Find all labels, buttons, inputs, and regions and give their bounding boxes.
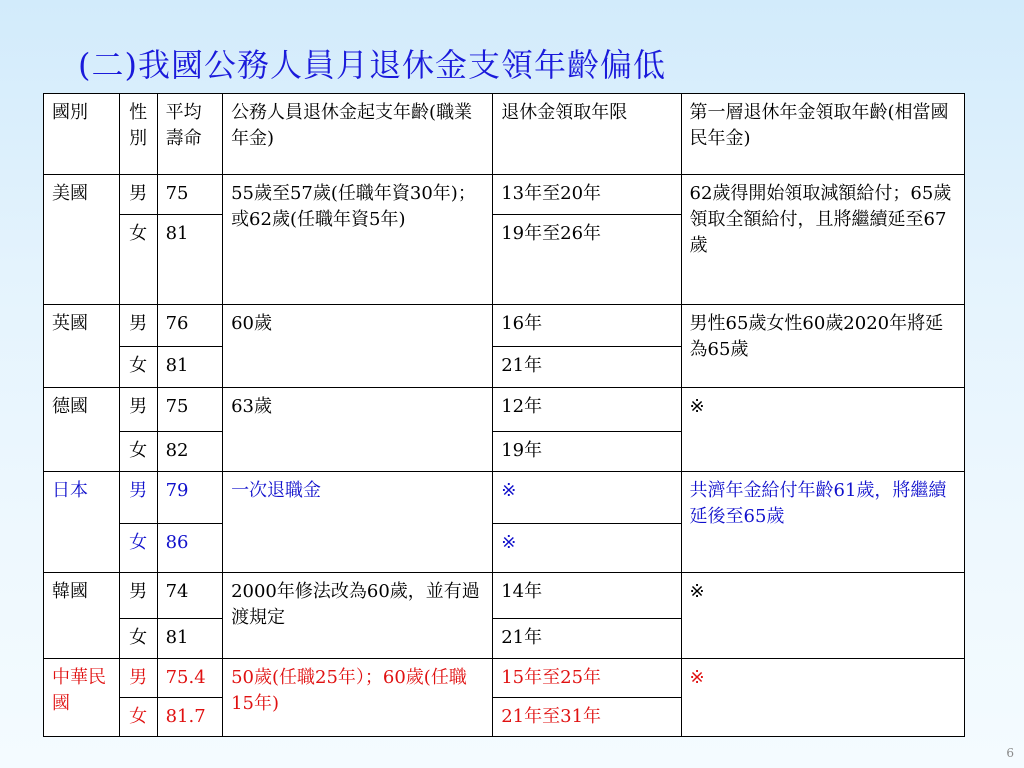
- country-cell: 美國: [44, 175, 120, 305]
- first-tier-cell: 62歲得開始領取減額給付；65歲領取全額給付，且將繼續延至67歲: [681, 175, 965, 305]
- first-tier-cell: 男性65歲女性60歲2020年將延為65歲: [681, 305, 965, 388]
- header-pension-years: 退休金領取年限: [493, 94, 681, 175]
- pension-years-cell: 19年至26年: [493, 215, 681, 305]
- pension-years-cell: 16年: [493, 305, 681, 347]
- header-first-tier-age: 第一層退休年金領取年齡(相當國民年金): [681, 94, 965, 175]
- start-age-cell: 2000年修法改為60歲，並有過渡規定: [223, 573, 493, 659]
- life-expectancy-cell: 79: [157, 472, 222, 524]
- sex-cell: 男: [119, 659, 157, 698]
- first-tier-cell: ※: [681, 659, 965, 737]
- start-age-cell: 60歲: [223, 305, 493, 388]
- first-tier-cell: 共濟年金給付年齡61歲，將繼續延後至65歲: [681, 472, 965, 573]
- header-sex: 性別: [119, 94, 157, 175]
- start-age-cell: 63歲: [223, 388, 493, 472]
- retirement-age-comparison-table: [43, 93, 965, 737]
- pension-years-cell: 19年: [493, 432, 681, 472]
- country-cell: 英國: [44, 305, 120, 388]
- first-tier-cell: ※: [681, 388, 965, 472]
- life-expectancy-cell: 75: [157, 388, 222, 432]
- start-age-cell: 55歲至57歲(任職年資30年)；或62歲(任職年資5年): [223, 175, 493, 305]
- life-expectancy-cell: 75.4: [157, 659, 222, 698]
- sex-cell: 女: [119, 698, 157, 737]
- header-life-expectancy: 平均壽命: [157, 94, 222, 175]
- pension-years-cell: 21年: [493, 347, 681, 388]
- pension-years-cell: 21年: [493, 619, 681, 659]
- life-expectancy-cell: 75: [157, 175, 222, 215]
- table-row: [44, 388, 965, 432]
- sex-cell: 男: [119, 305, 157, 347]
- pension-years-cell: ※: [493, 524, 681, 573]
- life-expectancy-cell: 76: [157, 305, 222, 347]
- table-row: [44, 175, 965, 215]
- sex-cell: 女: [119, 347, 157, 388]
- life-expectancy-cell: 81.7: [157, 698, 222, 737]
- pension-years-cell: ※: [493, 472, 681, 524]
- sex-cell: 男: [119, 388, 157, 432]
- life-expectancy-cell: 86: [157, 524, 222, 573]
- life-expectancy-cell: 81: [157, 215, 222, 305]
- sex-cell: 男: [119, 573, 157, 619]
- pension-years-cell: 12年: [493, 388, 681, 432]
- life-expectancy-cell: 81: [157, 347, 222, 388]
- sex-cell: 男: [119, 472, 157, 524]
- start-age-cell: 50歲(任職25年）；60歲(任職15年): [223, 659, 493, 737]
- sex-cell: 男: [119, 175, 157, 215]
- country-cell: 德國: [44, 388, 120, 472]
- sex-cell: 女: [119, 524, 157, 573]
- sex-cell: 女: [119, 619, 157, 659]
- country-cell: 中華民國: [44, 659, 120, 737]
- life-expectancy-cell: 74: [157, 573, 222, 619]
- sex-cell: 女: [119, 432, 157, 472]
- pension-years-cell: 14年: [493, 573, 681, 619]
- table-header-row: [44, 94, 965, 175]
- country-cell: 日本: [44, 472, 120, 573]
- pension-years-cell: 15年至25年: [493, 659, 681, 698]
- first-tier-cell: ※: [681, 573, 965, 659]
- life-expectancy-cell: 81: [157, 619, 222, 659]
- slide-title: (二)我國公務人員月退休金支領年齡偏低: [78, 46, 666, 84]
- start-age-cell: 一次退職金: [223, 472, 493, 573]
- table-row: [44, 305, 965, 347]
- page-number: 6: [1006, 746, 1014, 760]
- country-cell: 韓國: [44, 573, 120, 659]
- life-expectancy-cell: 82: [157, 432, 222, 472]
- pension-years-cell: 21年至31年: [493, 698, 681, 737]
- table-row: [44, 659, 965, 698]
- header-pension-start-age: 公務人員退休金起支年齡(職業年金): [223, 94, 493, 175]
- table-row: [44, 472, 965, 524]
- pension-years-cell: 13年至20年: [493, 175, 681, 215]
- sex-cell: 女: [119, 215, 157, 305]
- table-row: [44, 573, 965, 619]
- header-country: 國別: [44, 94, 120, 175]
